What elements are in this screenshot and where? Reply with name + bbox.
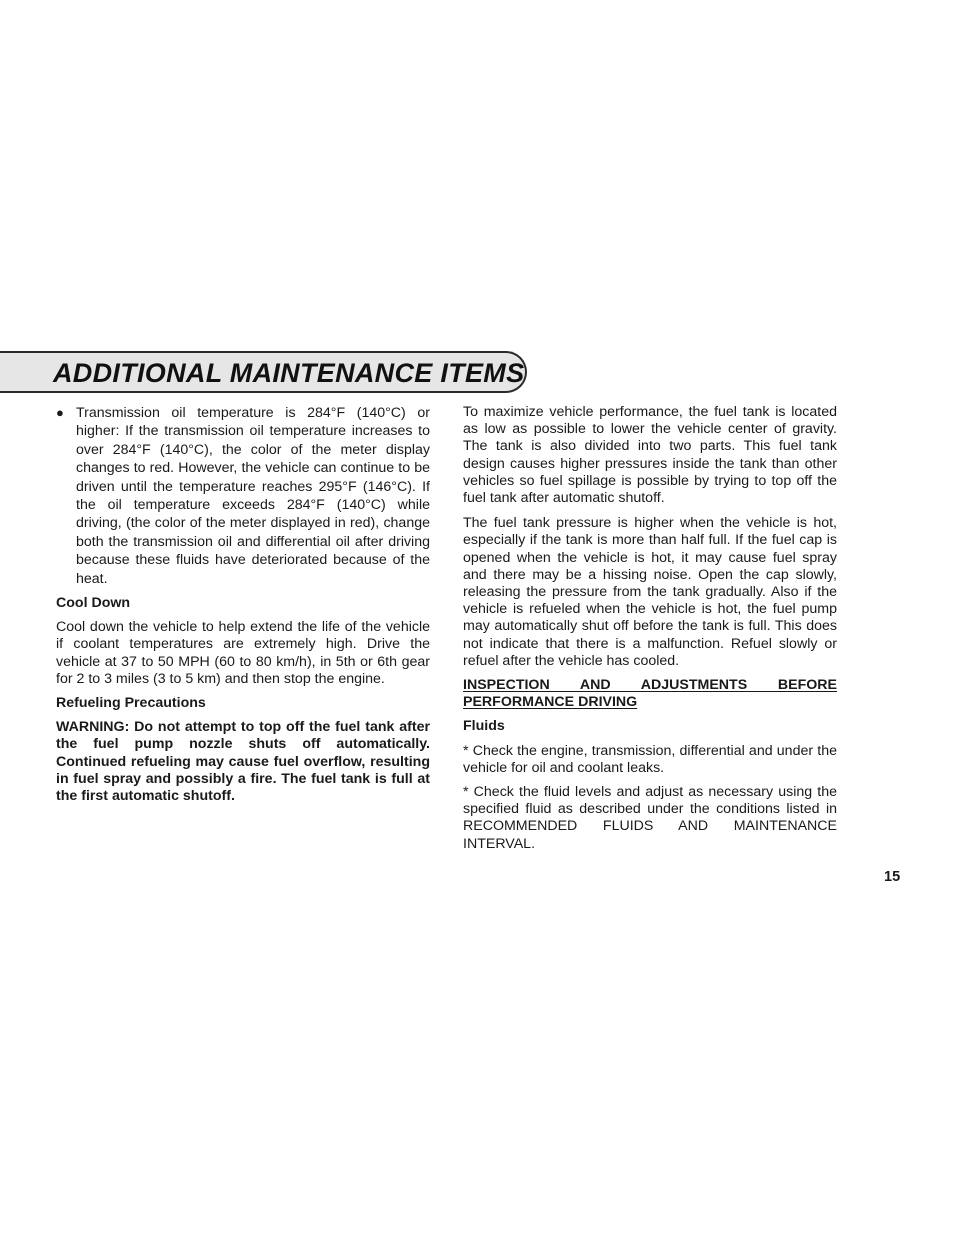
inspection-section-heading: INSPECTION AND ADJUSTMENTS BEFORE PERFORMANCE DRIVING (463, 677, 837, 711)
fluids-check-levels: * Check the fluid levels and adjust as necessary using the specified fluid as described under the conditions listed in RECOMMENDED FLUIDS AND MAINTENANCE INTERVAL. (463, 784, 837, 852)
page-number: 15 (884, 869, 901, 885)
fluids-heading: Fluids (463, 718, 505, 735)
bullet-item-transmission-oil (56, 404, 430, 588)
cool-down-heading: Cool Down (56, 595, 131, 612)
refueling-warning: WARNING: Do not attempt to top off the fuel tank after the fuel pump nozzle shuts off automatically. Continued refueling may cause fuel overflow, resulting in fuel spray and possibly a fire. The fuel tank is full at the first automatic shutoff. (56, 719, 430, 805)
left-column (56, 404, 430, 805)
bullet-text: Transmission oil temperature is 284°F (140°C) or higher: If the transmission oil temperature increases to over 284°F (140°C), the color of the meter display changes to red. However, the vehicle can continue to be driven until the temperature reaches 295°F (146°C). If the oil temperature exceeds 284°F (140°C) while driving, (the color of the meter displayed in red), change both the transmission oil and differential oil after driving because these fluids have deteriorated because of the heat. (76, 405, 430, 587)
cool-down-text: Cool down the vehicle to help extend the life of the vehicle if coolant temperatures are extremely high. Drive the vehicle at 37 to 50 MPH (60 to 80 km/h), in 5th or 6th gear for 2 to 3 miles (3 to 5 km) and then stop the engine. (56, 619, 430, 687)
fluids-check-leaks: * Check the engine, transmission, differential and under the vehicle for oil and coolant leaks. (463, 742, 837, 776)
refueling-precautions-heading: Refueling Precautions (56, 695, 206, 712)
section-title: ADDITIONAL MAINTENANCE ITEMS (53, 358, 525, 388)
fuel-pressure-paragraph: The fuel tank pressure is higher when the vehicle is hot, especially if the tank is more than half full. If the fuel cap is opened when the vehicle is hot, it may cause fuel spray and there may be a hissing noise. Open the cap slowly, releasing the pressure from the tank gradually. Also if the vehicle is refueled when the vehicle is hot, the fuel pump may automatically shut off before the tank is full. This does not indicate that there is a malfunction. Refuel slowly or refuel after the vehicle has cooled. (463, 515, 837, 669)
section-header-bar (0, 351, 527, 393)
fuel-tank-paragraph: To maximize vehicle performance, the fuel tank is located as low as possible to lower the vehicle center of gravity. The tank is also divided into two parts. This fuel tank design causes higher pressures inside the tank than other vehicles so fuel spillage is possible by trying to top off the fuel tank after automatic shutoff. (463, 404, 837, 507)
bullet-dot-icon: ● (56, 405, 64, 420)
right-column (463, 404, 837, 853)
